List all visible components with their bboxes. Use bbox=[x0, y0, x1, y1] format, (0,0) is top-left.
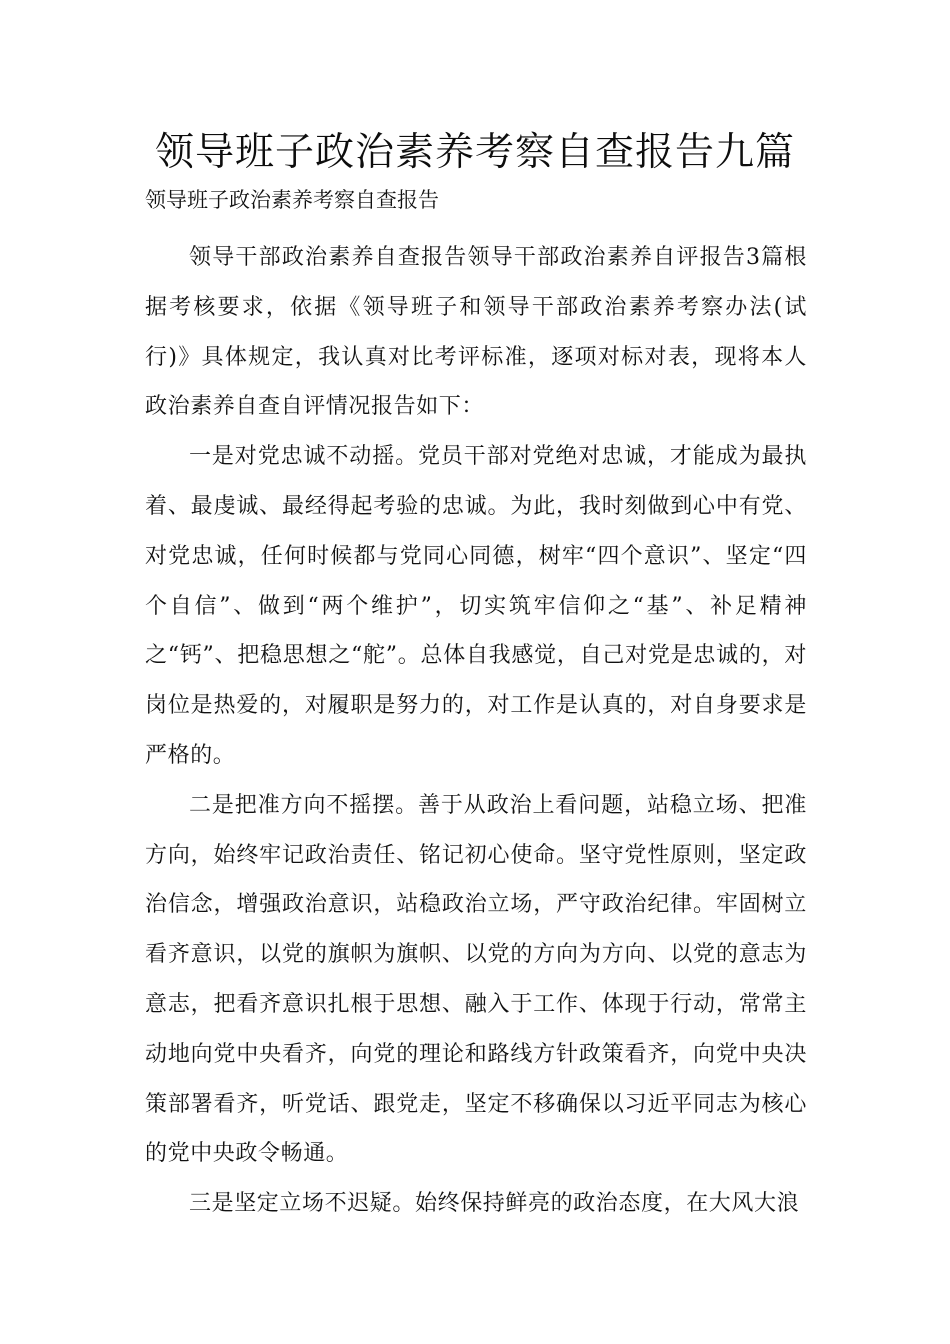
document-subtitle: 领导班子政治素养考察自查报告 bbox=[145, 188, 439, 212]
paragraph-intro: 领导干部政治素养自查报告领导干部政治素养自评报告3篇根据考核要求，依据《领导班子和领导干部政治素养考察办法(试行)》具体规定，我认真对比考评标准，逐项对标对表，现将本人政治素养自查自评情况报告如下： bbox=[145, 245, 807, 420]
document-title: 领导班子政治素养考察自查报告九篇 bbox=[154, 130, 795, 175]
paragraph-direction: 二是把准方向不摇摆。善于从政治上看问题，站稳立场、把准方向，始终牢记政治责任、铭记初心使命。坚守党性原则，坚定政治信念，增强政治意识，站稳政治立场，严守政治纪律。牢固树立看齐意识，以党的旗帜为旗帜、以党的方向为方向、以党的意志为意志，把看齐意识扎根于思想、融入于工作、体现于行动，常常主动地向党中央看齐，向党的理论和路线方针政策看齐，向党中央决策部署看齐，听党话、跟党走，坚定不移确保以习近平同志为核心的党中央政令畅通。 bbox=[145, 792, 807, 1167]
paragraph-loyalty: 一是对党忠诚不动摇。党员干部对党绝对忠诚，才能成为最执着、最虔诚、最经得起考验的忠诚。为此，我时刻做到心中有党、对党忠诚，任何时候都与党同心同德，树牢“四个意识”、坚定“四个自信”、做到“两个维护”，切实筑牢信仰之“基”、补足精神之“钙”、把稳思想之“舵”。总体自我感觉，自己对党是忠诚的，对岗位是热爱的，对履职是努力的，对工作是认真的，对自身要求是严格的。 bbox=[145, 444, 807, 768]
document-body bbox=[145, 233, 807, 1229]
paragraph-stance: 三是坚定立场不迟疑。始终保持鲜亮的政治态度，在大风大浪 bbox=[189, 1191, 800, 1217]
